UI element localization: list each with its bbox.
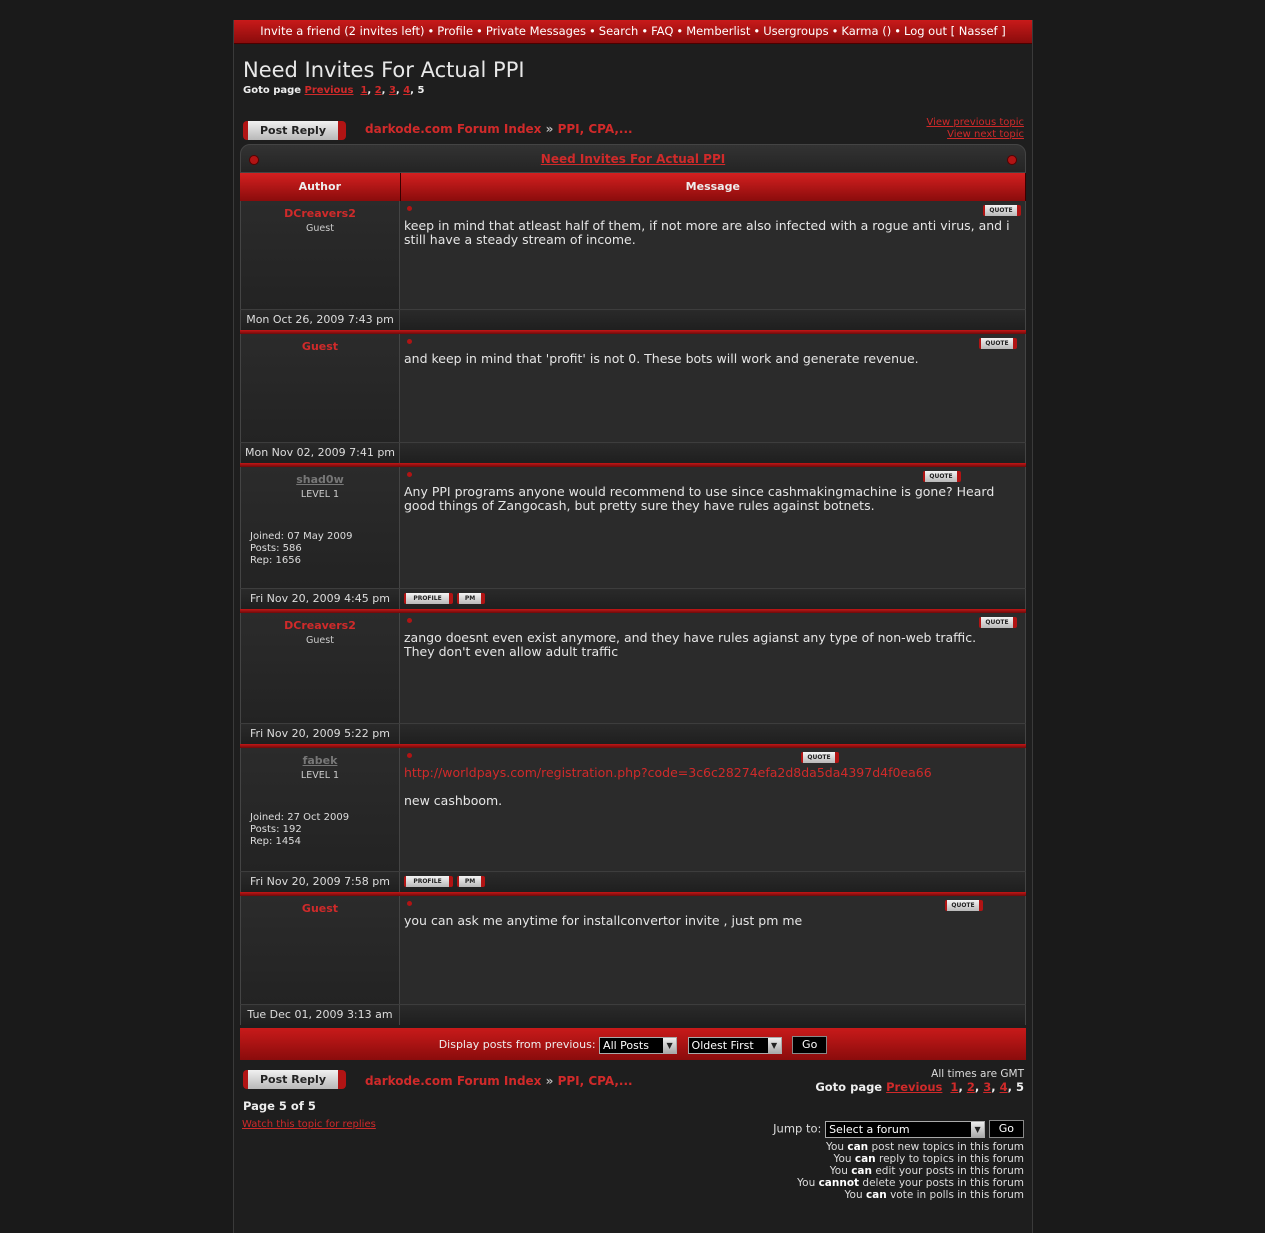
post-body: and keep in mind that 'profit' is not 0. These bots will work and generate revenue. [404, 351, 919, 366]
post-reply-button[interactable]: Post Reply [243, 121, 346, 140]
post-author-cell [240, 613, 400, 723]
chevron-down-icon: ▼ [971, 1122, 984, 1137]
post-date: Tue Dec 01, 2009 3:13 am [240, 1005, 400, 1025]
post-date: Fri Nov 20, 2009 5:22 pm [240, 724, 400, 744]
post-reply-button-bottom[interactable]: Post Reply [243, 1070, 346, 1089]
watch-topic-link[interactable]: Watch this topic for replies [242, 1119, 376, 1130]
page-link-3[interactable]: 3 [983, 1080, 992, 1094]
post [240, 613, 1026, 748]
author-column-header: Author [240, 173, 401, 201]
posts-table [240, 144, 1026, 1060]
post-date: Mon Nov 02, 2009 7:41 pm [240, 443, 400, 463]
profile-button[interactable]: PROFILE [404, 876, 453, 887]
column-headers [240, 173, 1026, 201]
nav-logout[interactable]: Log out [ Nassef ] [903, 24, 1006, 38]
breadcrumb-bottom: darkode.com Forum Index » PPI, CPA,... [365, 1074, 633, 1088]
author-name[interactable]: DCreavers2 [284, 619, 356, 632]
post [240, 201, 1026, 334]
post [240, 467, 1026, 613]
jump-forum-select[interactable]: Select a forum ▼ [825, 1121, 985, 1138]
display-label: Display posts from previous: [438, 1038, 596, 1051]
author-name[interactable]: Guest [301, 902, 339, 915]
page-link-2[interactable]: 2 [966, 1080, 975, 1094]
post [240, 748, 1026, 896]
display-options-bar [240, 1028, 1026, 1060]
breadcrumb: darkode.com Forum Index » PPI, CPA,... [365, 122, 633, 136]
nav-invite[interactable]: Invite a friend (2 invites left) [260, 24, 425, 38]
previous-page-link[interactable]: Previous [886, 1080, 943, 1094]
view-next-topic[interactable]: View next topic [947, 129, 1024, 140]
topic-header-link[interactable]: Need Invites For Actual PPI [540, 152, 726, 166]
current-page: 5 [1015, 1080, 1024, 1094]
pm-button[interactable]: PM [457, 876, 485, 887]
post [240, 896, 1026, 1025]
pm-button[interactable]: PM [457, 593, 485, 604]
author-info: Joined: 27 Oct 2009 Posts: 192 Rep: 1454 [250, 812, 350, 847]
nav-memberlist[interactable]: Memberlist [686, 24, 751, 38]
author-name[interactable]: Guest [301, 340, 339, 353]
message-column-header: Message [401, 173, 1026, 201]
post-body: Any PPI programs anyone would recommend to use since cashmakingmachine is gone? Heard good things of Zangocash, but pretty sure they have rules against botnets. [404, 484, 995, 513]
breadcrumb-index[interactable]: darkode.com Forum Index [365, 122, 542, 136]
post-author-cell [240, 748, 400, 871]
quote-button[interactable]: QUOTE [801, 752, 839, 763]
breadcrumb-forum[interactable]: PPI, CPA,... [557, 122, 633, 136]
quote-button[interactable]: QUOTE [945, 900, 983, 911]
page-link-4[interactable]: 4 [999, 1080, 1008, 1094]
post-date: Fri Nov 20, 2009 7:58 pm [240, 872, 400, 892]
post-icon [407, 472, 412, 477]
post-author-cell [240, 896, 400, 1004]
topic-title[interactable]: Need Invites For Actual PPI [243, 58, 525, 82]
goto-page-top: Goto page Previous 1, 2, 3, 4, 5 [243, 85, 425, 96]
quote-button[interactable]: QUOTE [923, 471, 961, 482]
quote-button[interactable]: QUOTE [979, 617, 1017, 628]
author-rank: LEVEL 1 [300, 770, 340, 781]
order-select[interactable]: Oldest First ▼ [688, 1037, 782, 1054]
nav-usergroups[interactable]: Usergroups [763, 24, 829, 38]
timezone-note: All times are GMT [931, 1068, 1024, 1080]
range-select[interactable]: All Posts ▼ [599, 1037, 677, 1054]
breadcrumb-forum[interactable]: PPI, CPA,... [557, 1074, 633, 1088]
permission-line: You can post new topics in this forum [825, 1141, 1024, 1153]
post-author-cell [240, 201, 400, 309]
post-icon [407, 753, 412, 758]
header-dot-left-icon [249, 155, 259, 165]
permissions-list [797, 1141, 1024, 1201]
author-info: Joined: 07 May 2009 Posts: 586 Rep: 1656 [250, 531, 353, 566]
view-previous-topic[interactable]: View previous topic [926, 117, 1024, 128]
post-icon [407, 206, 412, 211]
goto-page-bottom: Goto page Previous 1, 2, 3, 4, 5 [815, 1080, 1024, 1094]
top-navbar: Invite a friend (2 invites left) • Profile • Private Messages • Search • FAQ • Memberlist • Usergroups • Karma () • Log out [ Nassef ] [234, 20, 1032, 44]
post-message-cell [400, 748, 1026, 871]
header-dot-right-icon [1007, 155, 1017, 165]
profile-button[interactable]: PROFILE [404, 593, 453, 604]
author-rank: Guest [306, 223, 334, 234]
nav-faq[interactable]: FAQ [651, 24, 674, 38]
page-link-2[interactable]: 2 [374, 85, 382, 96]
nav-private-messages[interactable]: Private Messages [485, 24, 586, 38]
post-body: http://worldpays.com/registration.php?code=3c6c28274efa2d8da5da4397d4f0ea66 new cashboom. [404, 765, 932, 808]
author-rank: LEVEL 1 [300, 489, 340, 500]
author-name[interactable]: fabek [302, 754, 338, 767]
post-message-cell [400, 613, 1026, 723]
author-name[interactable]: shad0w [296, 473, 344, 486]
post-link[interactable]: http://worldpays.com/registration.php?code=3c6c28274efa2d8da5da4397d4f0ea66 [404, 765, 932, 780]
post-icon [407, 339, 412, 344]
page-wrapper [233, 20, 1033, 1233]
page-link-4[interactable]: 4 [403, 85, 411, 96]
nav-karma[interactable]: Karma () [841, 24, 892, 38]
quote-button[interactable]: QUOTE [983, 205, 1021, 216]
chevron-down-icon: ▼ [768, 1038, 781, 1053]
previous-page-link[interactable]: Previous [304, 85, 354, 96]
nav-profile[interactable]: Profile [437, 24, 474, 38]
jump-go-button[interactable]: Go [989, 1120, 1024, 1138]
post-author-cell [240, 334, 400, 442]
permission-line: You cannot delete your posts in this forum [797, 1177, 1024, 1189]
current-page: 5 [417, 85, 425, 96]
post-body: you can ask me anytime for installconvertor invite , just pm me [404, 913, 803, 928]
display-go-button[interactable]: Go [792, 1036, 827, 1054]
permission-line: You can vote in polls in this forum [844, 1189, 1024, 1201]
breadcrumb-index[interactable]: darkode.com Forum Index [365, 1074, 542, 1088]
chevron-down-icon: ▼ [663, 1038, 676, 1053]
post-message-cell [400, 334, 1026, 442]
quote-button[interactable]: QUOTE [979, 338, 1017, 349]
post-author-cell [240, 467, 400, 588]
author-name[interactable]: DCreavers2 [284, 207, 356, 220]
jump-to-box [773, 1120, 1024, 1138]
post-icon [407, 618, 412, 623]
post-body: zango doesnt even exist anymore, and they have rules agianst any type of non-web traffic. They don't even allow adult traffic [404, 630, 977, 659]
permission-line: You can edit your posts in this forum [829, 1165, 1024, 1177]
post-date: Fri Nov 20, 2009 4:45 pm [240, 589, 400, 609]
post-icon [407, 901, 412, 906]
nav-search[interactable]: Search [598, 24, 639, 38]
post-body: keep in mind that atleast half of them, if not more are also infected with a rogue anti virus, and i still have a steady stream of income. [404, 218, 1010, 247]
page-link-3[interactable]: 3 [388, 85, 396, 96]
permission-line: You can reply to topics in this forum [833, 1153, 1024, 1165]
post [240, 334, 1026, 467]
page-of-label: Page 5 of 5 [243, 1099, 316, 1113]
author-rank: Guest [306, 635, 334, 646]
post-message-cell [400, 896, 1026, 1004]
page-link-1[interactable]: 1 [950, 1080, 959, 1094]
post-message-cell [400, 467, 1026, 588]
jump-label: Jump to: [773, 1121, 822, 1136]
page-link-1[interactable]: 1 [360, 85, 368, 96]
post-message-cell [400, 201, 1026, 309]
topic-header [240, 144, 1026, 173]
post-date: Mon Oct 26, 2009 7:43 pm [240, 310, 400, 330]
